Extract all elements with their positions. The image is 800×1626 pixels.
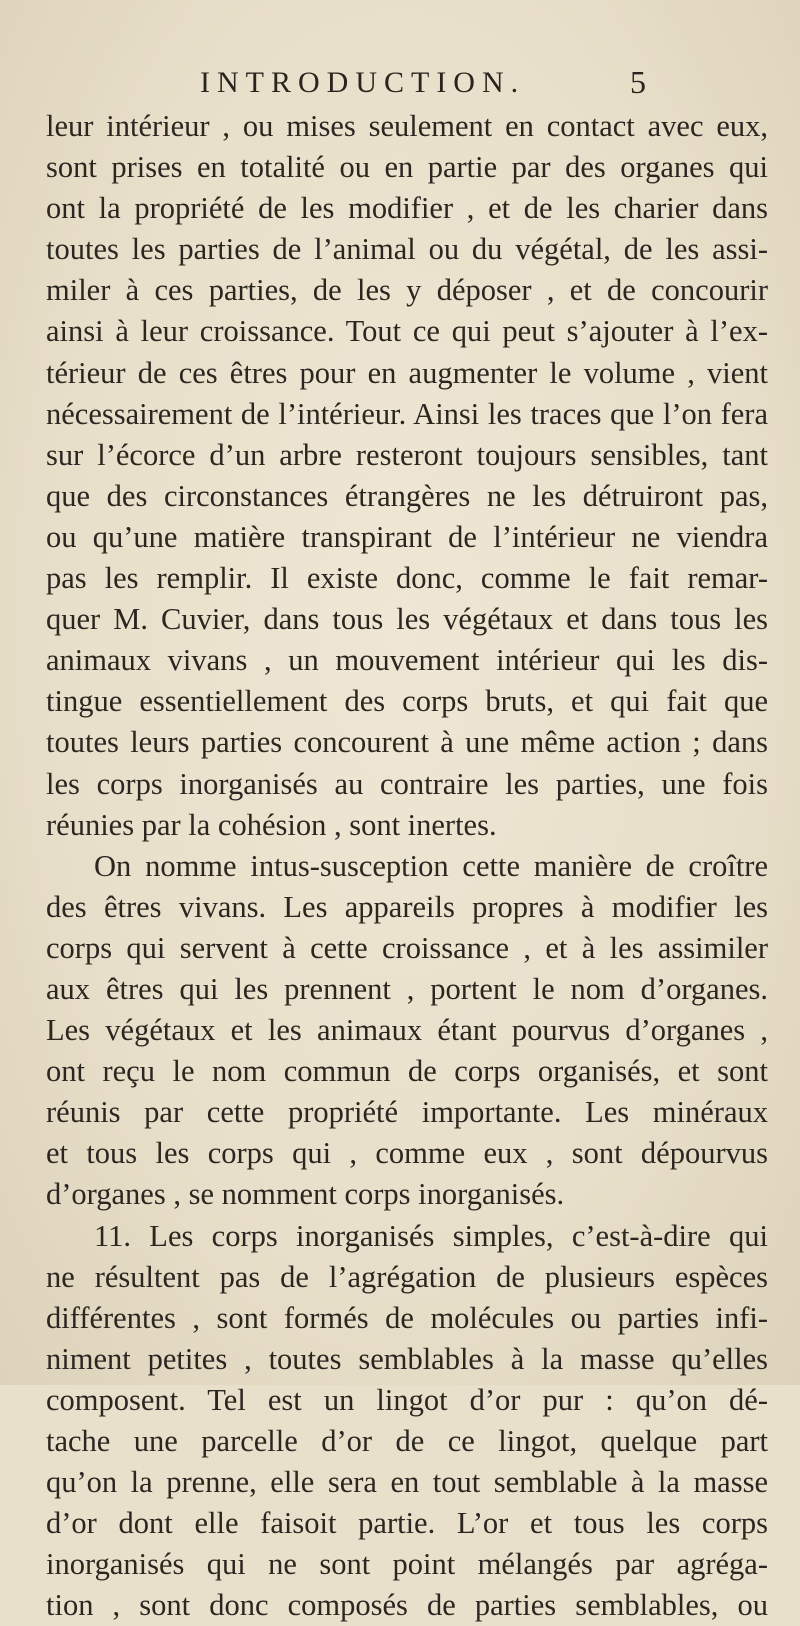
running-title: INTRODUCTION. [200,66,526,99]
text-line: qu’on la prenne, elle sera en tout semblable à la masse [46,1465,768,1500]
text-line: térieur de ces êtres pour en augmenter le volume , vient [46,355,768,390]
text-line: réunies par la cohésion , sont inertes. [46,807,497,842]
text-line: niment petites , toutes semblables à la masse qu’elles [46,1341,768,1376]
text-line: d’organes , se nomment corps inorganisés. [46,1177,565,1212]
page-number: 5 [630,64,646,100]
text-line: les corps inorganisés au contraire les parties, une fois [46,766,768,801]
text-line: ont reçu le nom commun de corps organisés, et sont [46,1054,768,1089]
text-line: quer M. Cuvier, dans tous les végétaux et dans tous les [46,602,768,637]
text-line: réunis par cette propriété importante. Les minéraux [46,1095,768,1130]
text-line: nécessairement de l’intérieur. Ainsi les traces que l’on fera [46,396,768,431]
text-line: leur intérieur , ou mises seulement en contact avec eux, [46,109,768,143]
text-line: ne résultent pas de l’agrégation de plusieurs espèces [46,1259,768,1294]
text-line: corps qui servent à cette croissance , et à les assimiler [46,930,768,965]
text-line: d’or dont elle faisoit partie. L’or et tous les corps [46,1506,768,1541]
text-line: sur l’écorce d’un arbre resteront toujours sensibles, tant [46,437,768,472]
text-line: que des circonstances étrangères ne les détruiront pas, [46,478,768,513]
text-line: ont la propriété de les modifier , et de les charier dans [46,191,768,226]
text-line: tion , sont donc composés de parties semblables, ou [46,1588,768,1623]
text-line: tingue essentiellement des corps bruts, et qui fait que [46,684,768,719]
text-line: et tous les corps qui , comme eux , sont dépourvus [46,1136,768,1171]
text-line: Les végétaux et les animaux étant pourvus d’organes , [46,1013,768,1048]
text-line: animaux vivans , un mouvement intérieur qui les dis- [46,643,768,678]
text-line: pas les remplir. Il existe donc, comme le fait remar- [46,561,768,596]
text-line: miler à ces parties, de les y déposer , et de concourir [46,273,768,308]
text-line: aux êtres qui les prennent , portent le nom d’organes. [46,971,768,1006]
text-line: toutes les parties de l’animal ou du végétal, de les assi- [46,232,768,267]
text-line: inorganisés qui ne sont point mélangés par agréga- [46,1547,768,1582]
text-line: sont prises en totalité ou en partie par des organes qui [46,150,768,185]
text-line: ou qu’une matière transpirant de l’intérieur ne viendra [46,519,768,554]
text-line: des êtres vivans. Les appareils propres à modifier les [46,889,768,924]
text-line: 11. Les corps inorganisés simples, c’est-à-dire qui [94,1218,768,1253]
text-line: composent. Tel est un lingot d’or pur : qu’on dé- [46,1382,768,1417]
text-line: toutes leurs parties concourent à une même action ; dans [46,725,768,760]
body-text [46,106,768,1626]
text-line: tache une parcelle d’or de ce lingot, quelque part [46,1424,768,1458]
text-line: différentes , sont formés de molécules ou parties infi- [46,1300,768,1335]
text-line: On nomme intus-susception cette manière de croître [94,848,768,883]
text-line: ainsi à leur croissance. Tout ce qui peut s’ajouter à l’ex- [46,314,768,349]
